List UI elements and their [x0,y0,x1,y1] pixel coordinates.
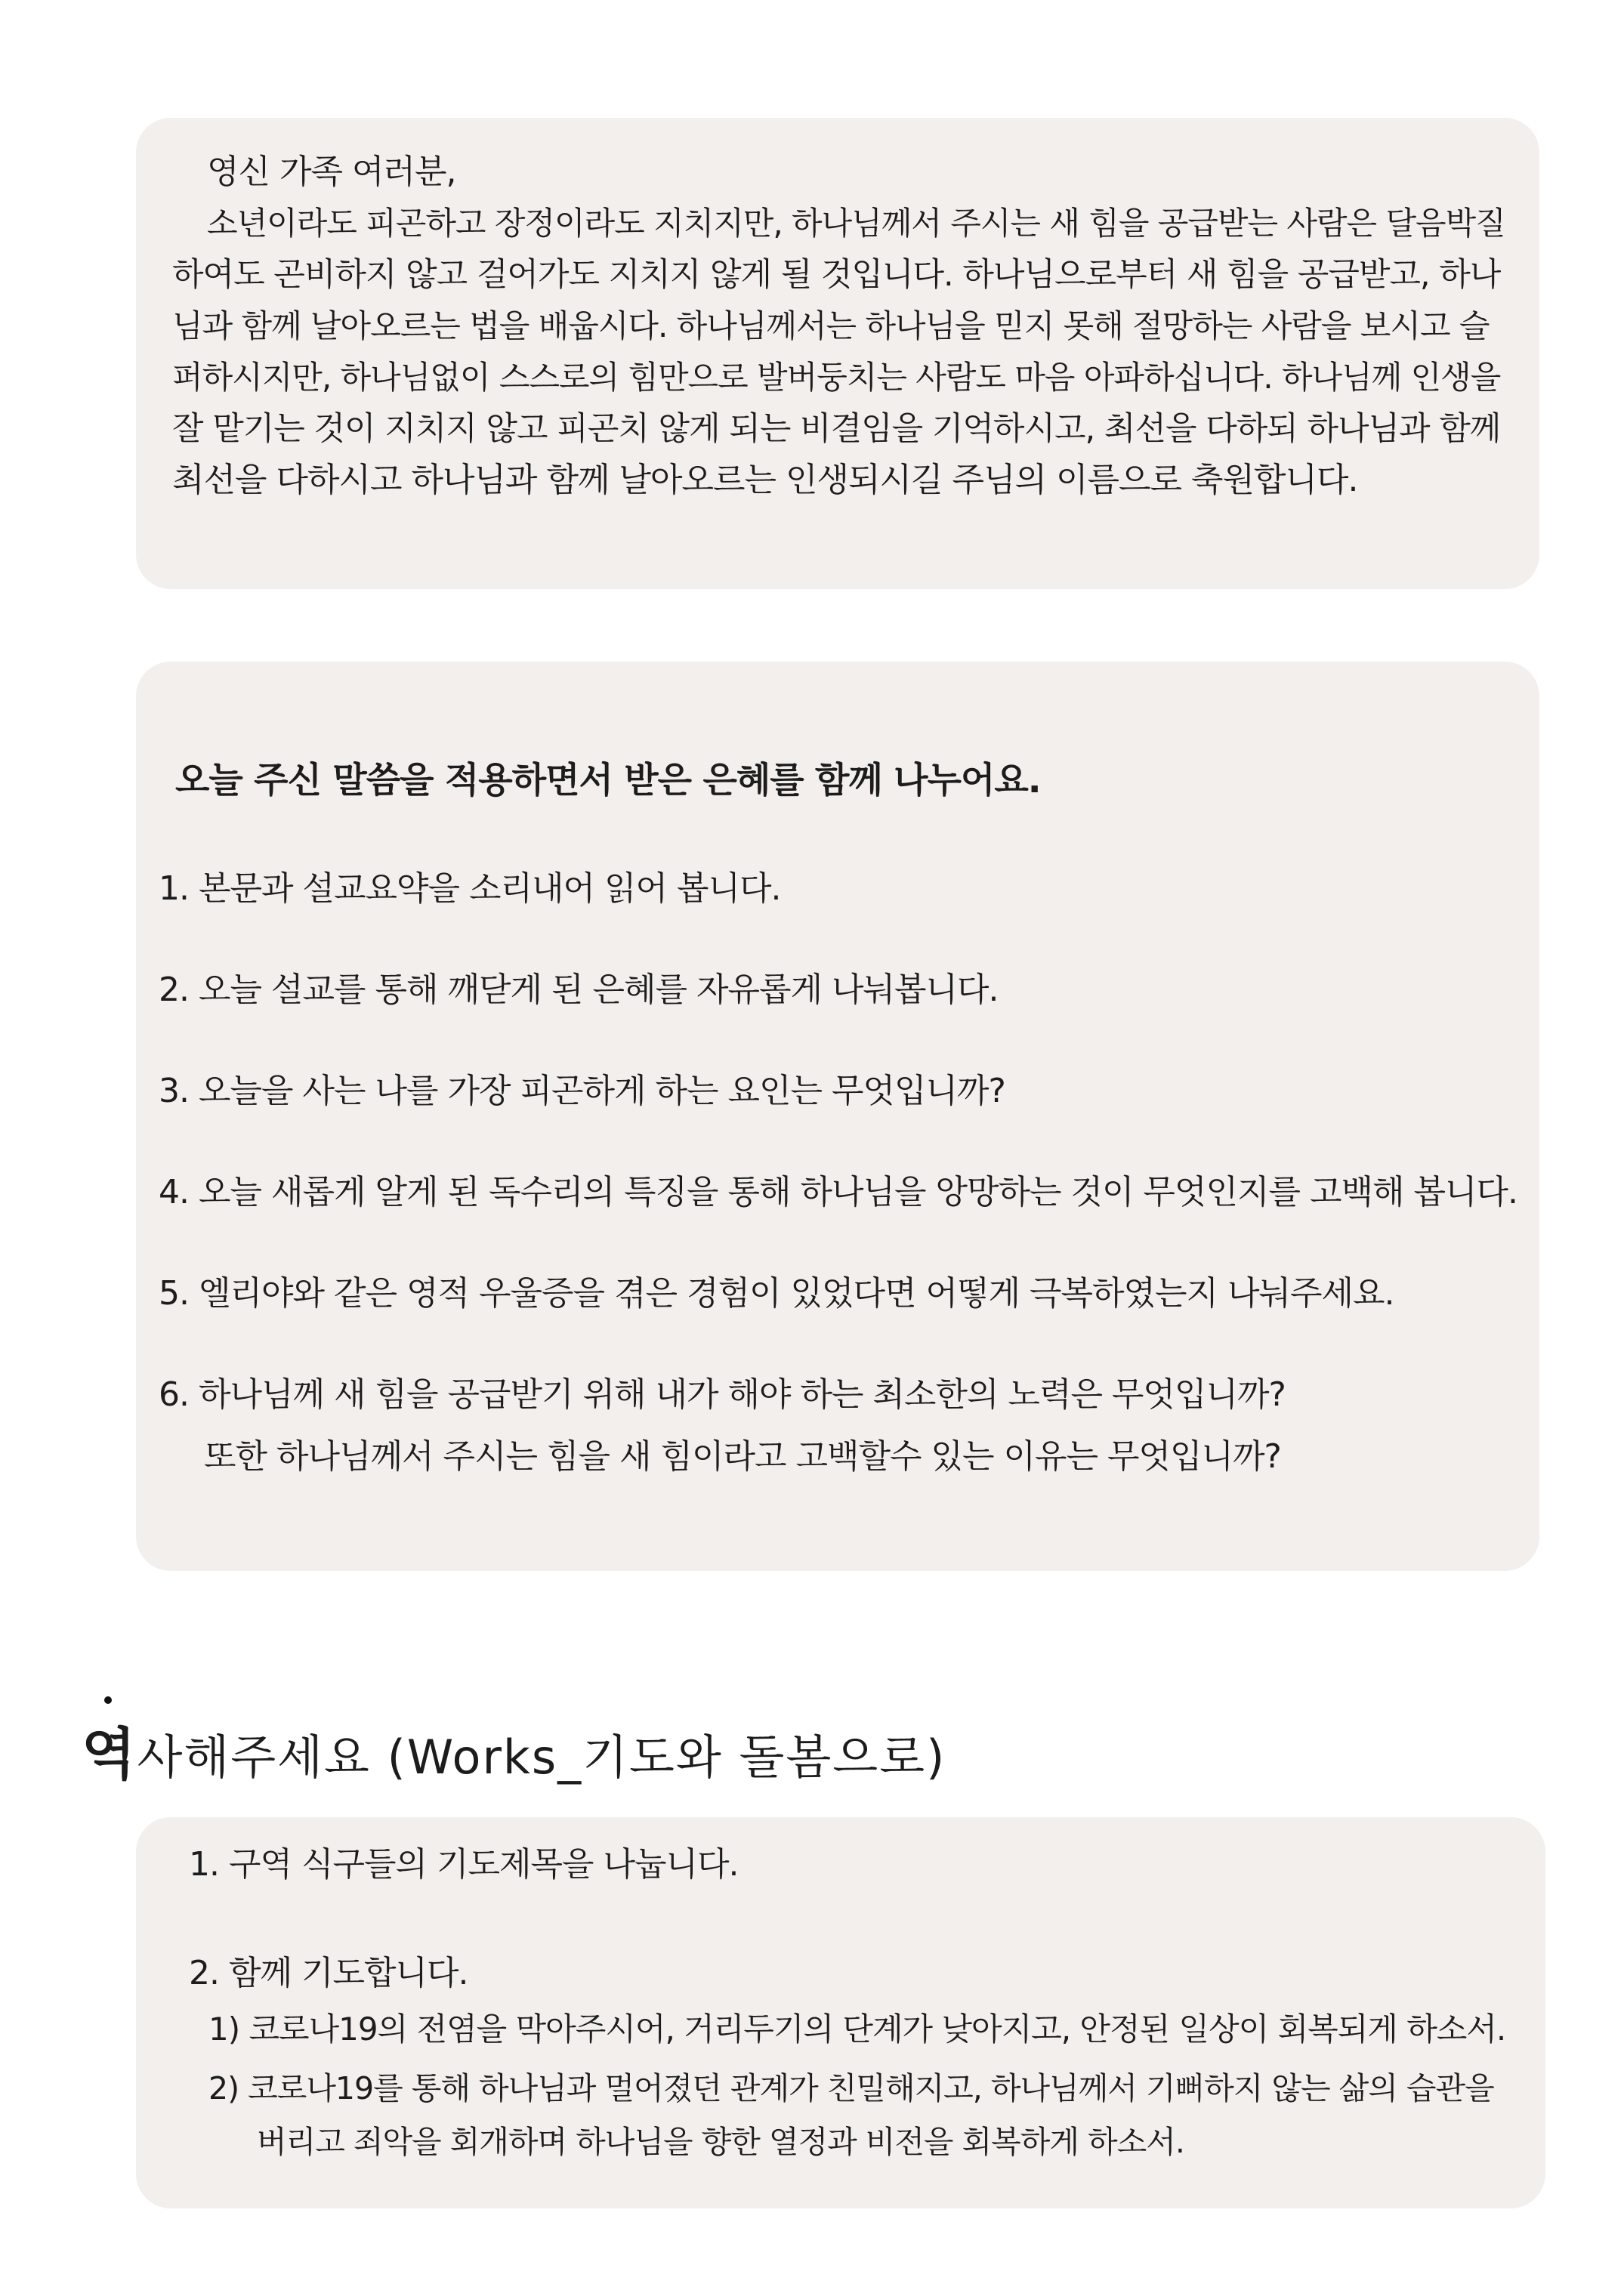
letter-box [136,118,1539,589]
prayer-2-continuation: 버리고 죄악을 회개하며 하나님을 향한 열정과 비전을 회복하게 하소서. [257,2124,1184,2160]
works-item-2: 2. 함께 기도합니다. [189,1954,468,1992]
letter-line: 소년이라도 피곤하고 장정이라도 지치지만, 하나님께서 주시는 새 힘을 공급받는 사람은 달음박질 [207,205,1505,242]
question-item: 2. 오늘 설교를 통해 깨닫게 된 은혜를 자유롭게 나눠봅니다. [159,971,999,1009]
question-item: 4. 오늘 새롭게 알게 된 독수리의 특징을 통해 하나님을 앙망하는 것이 무엇인지를 고백해 봅니다. [159,1173,1517,1211]
letter-line: 퍼하시지만, 하나님없이 스스로의 힘만으로 발버둥치는 사람도 마음 아파하십니다. 하나님께 인생을 [172,359,1501,396]
sharing-heading: 오늘 주신 말씀을 적용하면서 받은 은혜를 함께 나누어요. [175,760,1041,801]
question-6-continuation: 또한 하나님께서 주시는 힘을 새 힘이라고 고백할수 있는 이유는 무엇입니까? [204,1437,1281,1476]
title-dot-ornament [104,1696,112,1704]
works-section-title [82,1710,946,1790]
prayer-item-2 [208,2063,1494,2162]
question-item: 5. 엘리야와 같은 영적 우울증을 겪은 경험이 있었다면 어떻게 극복하였는지 나눠주세요. [159,1274,1394,1313]
sharing-box [136,662,1539,1571]
question-6-text: 6. 하나님께 새 힘을 공급받기 위해 내가 해야 하는 최소한의 노력은 무엇입니까? [159,1375,1286,1414]
works-box [136,1817,1545,2208]
letter-line: 하여도 곤비하지 않고 걸어가도 지치지 않게 될 것입니다. 하나님으로부터 새 힘을 공급받고, 하나 [172,256,1501,294]
question-item: 3. 오늘을 사는 나를 가장 피곤하게 하는 요인는 무엇입니까? [159,1072,1005,1110]
letter-greeting: 영신 가족 여러분, [207,153,456,191]
prayer-item-1: 1) 코로나19의 전염을 막아주시어, 거리두기의 단계가 낮아지고, 안정된 일상이 회복되게 하소서. [208,2011,1506,2048]
works-title-rest: 사해주세요 (Works_기도와 돌봄으로) [137,1730,946,1785]
letter-line: 최선을 다하시고 하나님과 함께 날아오르는 인생되시길 주님의 이름으로 축원합니다. [172,461,1358,499]
works-title-first-char [82,1722,137,1787]
letter-line: 님과 함께 날아오르는 법을 배웁시다. 하나님께서는 하나님을 믿지 못해 절망하는 사람을 보시고 슬 [172,307,1490,344]
question-item: 1. 본문과 설교요약을 소리내어 읽어 봅니다. [159,869,781,908]
works-item-1: 1. 구역 식구들의 기도제목을 나눕니다. [189,1845,739,1884]
question-item-6 [159,1367,1286,1477]
letter-line: 잘 맡기는 것이 지치지 않고 피곤치 않게 되는 비결임을 기억하시고, 최선을 다하되 하나님과 함께 [172,410,1501,448]
works-title-first-text: 역 [82,1722,137,1787]
letter-paragraph [172,147,1508,506]
prayer-2-text: 2) 코로나19를 통해 하나님과 멀어졌던 관계가 친밀해지고, 하나님께서 기뻐하지 않는 삶의 습관을 [208,2070,1494,2106]
